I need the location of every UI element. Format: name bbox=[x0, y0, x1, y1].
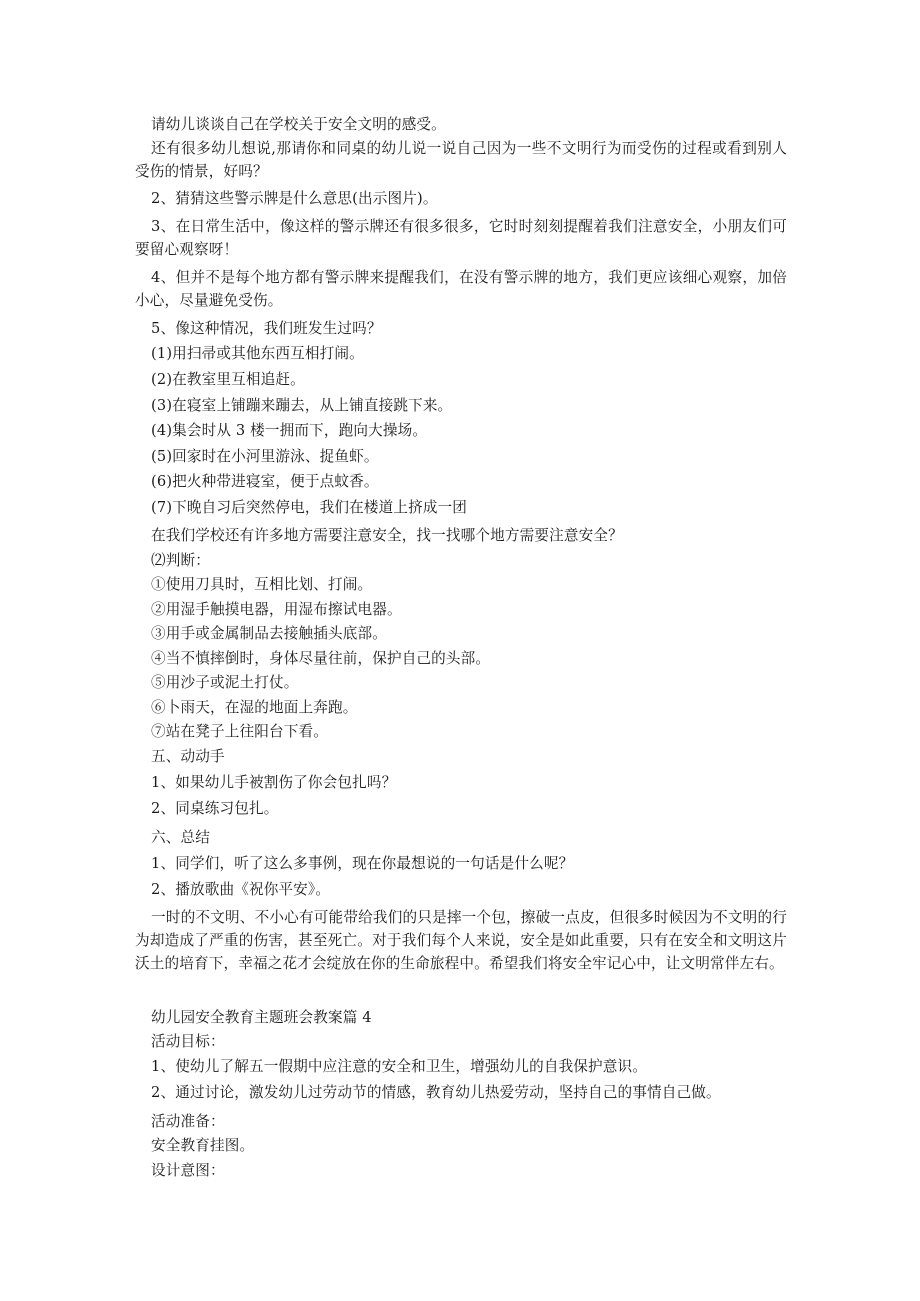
paragraph: 活动目标： bbox=[151, 1033, 225, 1050]
paragraph: ③用手或金属制品去接触插头底部。 bbox=[151, 625, 387, 642]
paragraph: 1、如果幼儿手被割伤了你会包扎吗？ bbox=[151, 774, 397, 791]
section-heading: 五、动动手 bbox=[151, 748, 225, 765]
paragraph: 一时的不文明、不小心有可能带给我们的只是摔一个包，擦破一点皮，但很多时候因为不文明的行为却造成了严重的伤害，甚至死亡。对于我们每个人来说，安全是如此重要，只有在安全和文明这片沃土的培育下，幸福之花才会绽放在你的生命旅程中。希望我们将安全牢记心中，让文明常伴左右。 bbox=[135, 909, 787, 972]
paragraph: (1)用扫帚或其他东西互相打闹。 bbox=[151, 345, 364, 362]
paragraph: ①使用刀具时，互相比划、打闹。 bbox=[151, 576, 373, 593]
paragraph: ⑦站在凳子上往阳台下看。 bbox=[151, 723, 328, 740]
paragraph: 还有很多幼儿想说,那请你和同桌的幼儿说一说自己因为一些不文明行为而受伤的过程或看到别人受伤的情景，好吗？ bbox=[135, 140, 787, 180]
paragraph: 活动准备： bbox=[151, 1113, 225, 1130]
paragraph: (2)在教室里互相追赶。 bbox=[151, 371, 305, 388]
paragraph: 3、在日常生活中，像这样的警示牌还有很多很多，它时时刻刻提醒着我们注意安全，小朋友们可要留心观察呀！ bbox=[135, 218, 787, 258]
paragraph: 4、但并不是每个地方都有警示牌来提醒我们，在没有警示牌的地方，我们更应该细心观察，加倍小心，尽量避免受伤。 bbox=[135, 269, 787, 309]
paragraph: (7)下晚自习后突然停电，我们在楼道上挤成一团 bbox=[151, 499, 468, 516]
paragraph: 2、同桌练习包扎。 bbox=[151, 800, 279, 817]
paragraph: 5、像这种情况，我们班发生过吗？ bbox=[151, 320, 382, 337]
paragraph: 设计意图： bbox=[151, 1162, 225, 1179]
paragraph: ⑥卜雨天，在湿的地面上奔跑。 bbox=[151, 699, 358, 716]
paragraph: ④当不慎摔倒时，身体尽量往前，保护自己的头部。 bbox=[151, 650, 491, 667]
paragraph: ⑵判断： bbox=[151, 552, 211, 569]
paragraph: 在我们学校还有许多地方需要注意安全，找一找哪个地方需要注意安全？ bbox=[151, 527, 623, 544]
paragraph: (5)回家时在小河里游泳、捉鱼虾。 bbox=[151, 448, 379, 465]
paragraph: 1、同学们，听了这么多事例，现在你最想说的一句话是什么呢？ bbox=[151, 855, 574, 872]
paragraph: (4)集会时从 3 楼一拥而下，跑向大操场。 bbox=[151, 422, 428, 439]
paragraph: 2、猜猜这些警示牌是什么意思(出示图片)。 bbox=[151, 190, 438, 207]
paragraph: 1、使幼儿了解五一假期中应注意的安全和卫生，增强幼儿的自我保护意识。 bbox=[151, 1058, 648, 1075]
section-heading: 六、总结 bbox=[151, 829, 211, 846]
section-heading: 幼儿园安全教育主题班会教案篇 4 bbox=[151, 1009, 372, 1026]
paragraph: 2、播放歌曲《祝你平安》。 bbox=[151, 881, 331, 898]
paragraph: ②用湿手触摸电器，用湿布擦试电器。 bbox=[151, 601, 402, 618]
paragraph: 安全教育挂图。 bbox=[151, 1137, 255, 1154]
paragraph: 请幼儿谈谈自己在学校关于安全文明的感受。 bbox=[151, 116, 446, 133]
paragraph: (3)在寝室上铺蹦来蹦去，从上铺直接跳下来。 bbox=[151, 397, 453, 414]
paragraph: (6)把火种带进寝室，便于点蚊香。 bbox=[151, 473, 379, 490]
paragraph: ⑤用沙子或泥土打仗。 bbox=[151, 674, 299, 691]
paragraph: 2、通过讨论，激发幼儿过劳动节的情感，教育幼儿热爱劳动，坚持自己的事情自己做。 bbox=[151, 1084, 721, 1101]
